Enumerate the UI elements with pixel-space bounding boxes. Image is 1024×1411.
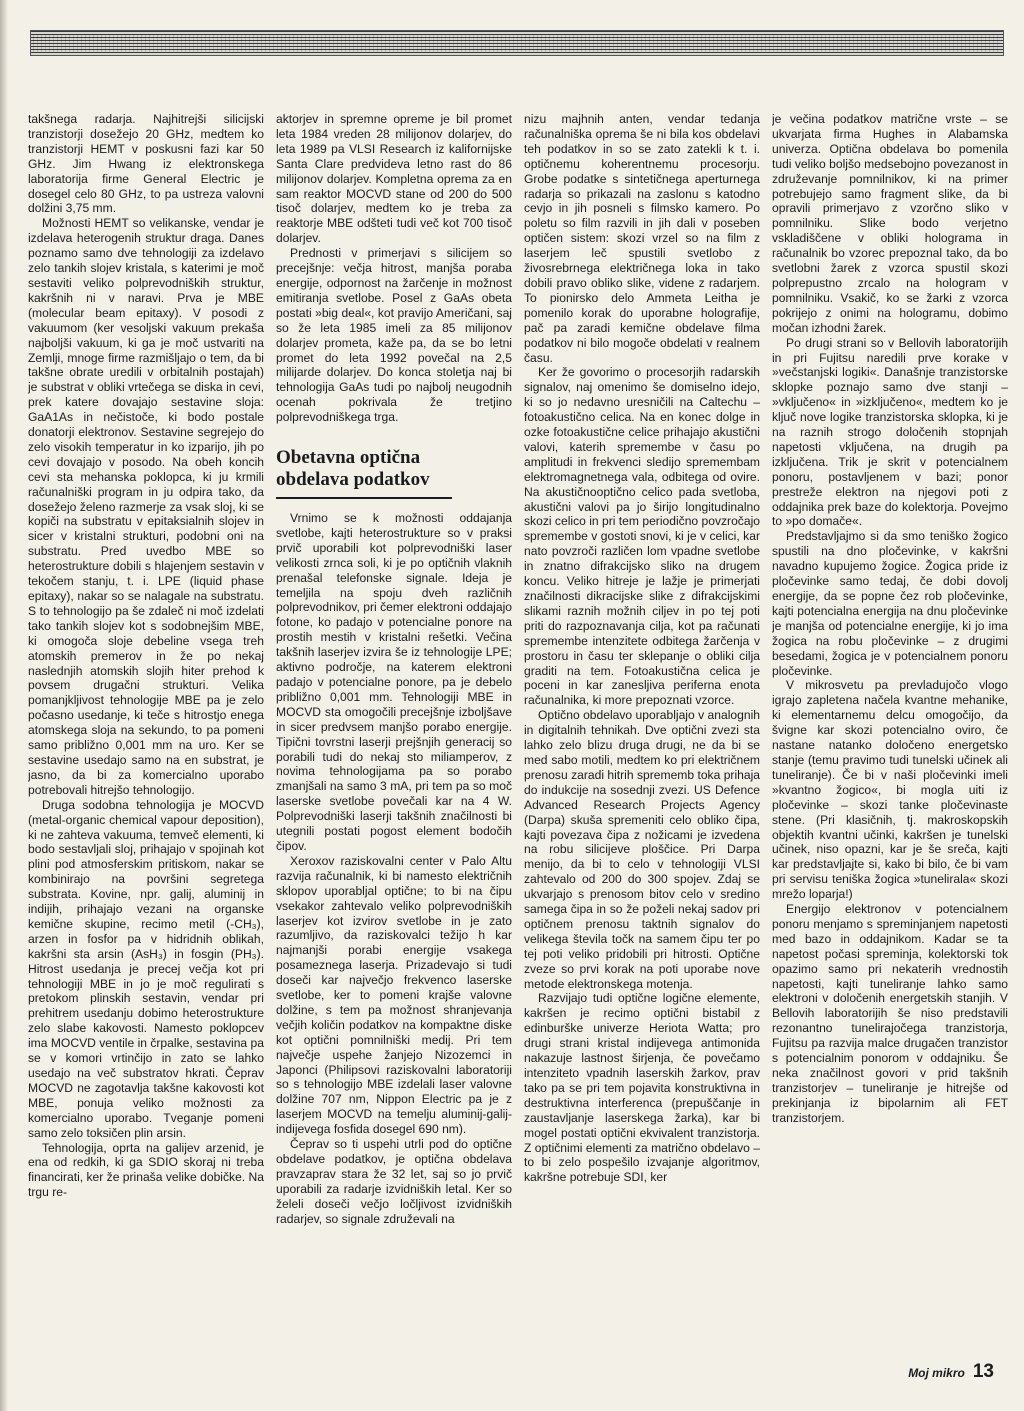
paragraph: Optično obdelavo uporabljajo v analognih in digitalnih tehnikah. Dve optični zvezi sta lahko zelo blizu druga drugi, ne da bi se med sabo motili, medtem ko pri električnem prenosu zaradi hitrih sprememb toka prihaja do indukcije na sosednji zvezi. US Defence Advanced Research Projects Agency (Darpa) skuša spremeniti celo obliko čipa, kajti povezava čipa z nožicami je izvedena na robu silicijeve ploščice. Pri Darpa menijo, da bi to celo v tehnologiji VLSI zahtevalo od 200 do 300 spojev. Zdaj se ukvarjajo s prenosom bitov celo v sredino samega čipa in so že poželi nekaj sadov pri optičnem prenosu taktnih signalov do velikega števila točk na samem čipu ter po tej poti veliko pridobili pri hitrosti. Optične zveze so prvi korak na poti uporabe nove metode elektronskega motenja. bbox=[524, 708, 760, 991]
paragraph: Tehnologija, oprta na galijev arzenid, je ena od redkih, ki ga SDIO skoraj ni treba financirati, ker že prinaša velike dobičke. Na trgu re- bbox=[28, 1140, 264, 1200]
paragraph: V mikrosvetu pa prevladujočo vlogo igrajo zapletena načela kvantne mehanike, ki elementarnemu delcu omogočijo, da švigne kar skozi potencialno oviro, če nastane natanko določeno energetsko stanje (temu pravimo tudi tunelski učinek ali tuneliranje). Če bi v naši pločevinki imeli »kvantno žogico«, bi mogla uiti iz pločevinke – skozi tanke pločevinaste stene. (Pri klasičnih, tj. makroskopskih objektih kvantni učinki, kakršen je tunelski učinek, niso opazni, kar je še sreča, kajti kar predstavljajte si, kako bi bilo, če bi vam pri servisu teniška žogica »tunelirala« skozi mrežo loparja!) bbox=[772, 678, 1008, 902]
page-edge bbox=[0, 0, 8, 1411]
paragraph: Možnosti HEMT so velikanske, vendar je izdelava heterogenih struktur draga. Danes poznamo samo dve tehnologiji za izdelavo zelo tankih slojev kristala, s katerimi je moč sestaviti veliko polprevodniških struktur, kakršnih ni v naravi. Prva je MBE (molecular beam epitaxy). V posodi z vakuumom (ker vesoljski vakuum prekaša najboljši vakuum, ki ga je moč ustvariti na Zemlji, mnoge firme razmišljajo o tem, da bi takšne obrate uredili v orbitalnih postajah) je substrat v obliki vrtečega se diska in cevi, prek katere dovajajo sestavine sloja: GaA1As in nečistoče, ki bodo postale donatorji elektronov. Sestavine segrejejo do zelo visokih temperatur in ko izparijo, jih po cevi dovajajo v posodo. Na obeh koncih cevi sta mehanska poklopca, ki ju krmili računalniški program in ju odpira tako, da dosežejo želeno razmerje za vsak sloj, ki se kopiči na substratu v epitaksialnih slojev in sicer v kristalni strukturi, podobni oni na substratu. Pred uvedbo MBE so heterostrukture dobili s hlajenjem sestavin v tekočem stanju, t. i. LPE (liquid phase epitaxy), nakar so se nalagale na substratu. S to tehnologijo pa še zdaleč ni moč izdelati tako tankih slojev kot s sodobnejšim MBE, ki omogoča sloje debeline vsega treh atomskih premerov in že po nekaj naslednjih atomskih slojih hiter prehod k povsem drugačni strukturi. Velika pomanjkljivost tehnologije MBE pa je zelo počasno usedanje, ki teče s hitrostjo enega atomskega sloja na sekundo, to pa pomeni samo približno 0,001 mm na uro. Ker se sestavine usedajo samo na en substrat, je jasno, da bi za komercialno uporabo potrebovali hitrejšo tehnologijo. bbox=[28, 216, 264, 797]
paragraph: Xeroxov raziskovalni center v Palo Altu razvija računalnik, ki bi namesto električnih sklopov uporabljal optične; to bi na čipu vsekakor zahtevalo veliko polprevodniških laserjev kot izvirov svetlobe in je zato razumljivo, da raziskovalci težijo h kar najmanjši porabi energije vsakega posameznega laserja. Prizadevajo si tudi doseči kar največjo frekvenco laserske svetlobe, ker to pomeni krajše valovne dolžine, s tem pa možnost shranjevanja večjih količin podatkov na kompaktne diske kot optični pomnilniški medij. Pri tem največje uspehe žanjejo Nizozemci in Japonci (Philipsovi raziskovalni laboratoriji so s tehnologijo MBE izdelali laser valovne dolžine 707 nm, Nippon Electric pa je z laserjem MOCVD na temelju aluminij-galij-indijevega fosfida dosegel 690 nm). bbox=[276, 853, 512, 1137]
page-number: 13 bbox=[972, 1361, 994, 1382]
paragraph: Energijo elektronov v potencialnem ponoru menjamo s spreminjanjem napetosti med bazo in oddajnikom. Kadar se ta napetost počasi spreminja, kolektorski tok opazimo samo pri nekaterih vrednostih napetosti, kajti tuneliranje lahko samo elektroni v določenih energetskih stanjih. V Bellovih laboratorijih še niso predstavili rezonantno tunelirajočega tranzistorja, Fujitsu pa razvija malce drugačen tranzistor s potencialnim ponorom v oddajniku. Še neka značilnost govori v prid takšnih tranzistorjev – tuneliranje je hitrejše od prekinjanja iz bipolarnim ali FET tranzistorjem. bbox=[772, 902, 1008, 1125]
page-footer bbox=[908, 1361, 994, 1383]
paragraph: Čeprav so ti uspehi utrli pod do optične obdelave podatkov, je optična obdelava pravzaprav stara že 32 let, saj so jo prvič uporabili za radarje izvidniških letal. Ker so želeli doseči večjo ločljivost izvidniških radarjev, so signale združevali na bbox=[276, 1137, 512, 1226]
section-heading: Obetavna optična obdelava podatkov bbox=[276, 447, 452, 499]
paragraph: aktorjev in spremne opreme je bil promet leta 1984 vreden 28 milijonov dolarjev, do leta 1989 pa VLSI Research iz kalifornijske Santa Clare predvideva letno rast do 86 milijonov dolarjev. Kompletna oprema za en sam reaktor MOCVD stane od 200 do 500 tisoč dolarjev, medtem ko je treba za reaktorje MBE odšteti tudi več kot 700 tisoč dolarjev. bbox=[276, 112, 512, 246]
header-band bbox=[30, 30, 1004, 56]
article-body bbox=[28, 112, 1008, 1352]
paragraph: Prednosti v primerjavi s silicijem so precejšnje: večja hitrost, manjša poraba energije, odpornost na žarčenje in možnost emitiranja svetlobe. Posel z GaAs obeta postati »big deal«, kot pravijo Američani, saj so že leta 1985 imeli za 85 milijonov dolarjev prometa, kaže pa, da se bo letni promet do leta 1992 povečal na 2,5 milijarde dolarjev. Do konca stoletja naj bi tehnologija GaAs tudi po najbolj neugodnih ocenah pokrivala že tretjino polprevodniškega trga. bbox=[276, 246, 512, 425]
column-1 bbox=[28, 112, 264, 1352]
column-3 bbox=[524, 112, 760, 1352]
magazine-name: Moj mikro bbox=[908, 1366, 965, 1380]
paragraph: Predstavljajmo si da smo teniško žogico spustili na dno pločevinke, v kakršni navadno kupujemo žogice. Žogica pride iz pločevinke samo tedaj, če dobi dovolj energije, da se popne čez rob pločevinke, kajti potencialna energija na dnu pločevinke je manjša od potencialne energije, ki jo ima žogica na robu pločevinke – z drugimi besedami, žogica je v potencialnem ponoru pločevinke. bbox=[772, 529, 1008, 678]
paragraph: Razvijajo tudi optične logične elemente, kakršen je recimo optični bistabil z edinburške univerze Heriota Watta; pro drugi strani kristal indijevega antimonida nakazuje lastnost širjenja, če povečamo intenziteto vpadnih laserskih žarkov, prav tako pa se pri tem pojavita konstruktivna in destruktivna interferenca (prepuščanje in zaustavljanje laserskega žarka), kar bi mogel postati optični ekvivalent tranzistorja. Z optičnimi elementi za matrično obdelavo – to bi zelo pospešilo izvajanje algoritmov, kakršne potrebuje SDI, ker bbox=[524, 991, 760, 1185]
paragraph: takšnega radarja. Najhitrejši silicijski tranzistorji dosežejo 20 GHz, medtem ko tranzistorji HEMT v poskusni fazi kar 50 GHz. Jim Hwang iz elektronskega laboratorija firme General Electric je dosegel celo 80 GHz, to pa ustreza valovni dolžini 3,75 mm. bbox=[28, 112, 264, 216]
paragraph: Druga sodobna tehnologija je MOCVD (metal-organic chemical vapour deposition), ki ne zahteva vakuuma, temveč elementi, ki bodo sestavljali sloj, prihajajo v spojinah kot plini pod atmosferskim pritiskom, nakar se kombinirajo na površini segretega substrata. Kovine, npr. galij, aluminij in indijih, prihajajo vezani na organske kemične skupine, recimo metil (-CH₃), arzen in fosfor pa v hidridnih oblikah, kakršni sta arsin (AsH₃) in fosgin (PH₃). Hitrost usedanja je precej večja kot pri tehnologiji MBE in jo je moč regulirati s pretokom plinskih sestavin, vendar pri prehitrem usedanju dobimo heterostrukture zelo slabe kakovosti. Namesto poklopcev ima MOCVD ventile in črpalke, sestavina pa se v komori vrtinčijo in zato se lahko usedajo na več substratov hkrati. Čeprav MOCVD ne zagotavlja takšne kakovosti kot MBE, ponuja veliko možnosti za komercialno uporabo. Tveganje pomeni samo zelo toksičen plin arsin. bbox=[28, 797, 264, 1140]
column-4 bbox=[772, 112, 1008, 1352]
paragraph: Vrnimo se k možnosti oddajanja svetlobe, kajti heterostrukture so v praksi prvič uporabili kot polprevodniški laser velikosti zrnca soli, ki je po optičnih vlaknih prenašal telefonske signale. Ideja je temeljila na spoju dveh različnih polprevodnikov, pri čemer elektroni oddajajo fotone, ko padajo v potencialne ponore na prostih mestih v kristalni rešetki. Večina takšnih laserjev izvira še iz tehnologije LPE; aktivno področje, na katerem elektroni padajo v potencialne ponore, pa je debelo približno 0,001 mm. Tehnologiji MBE in MOCVD sta omogočili precejšnje izboljšave in sicer predvsem manjšo porabo energije. Tipični tovrstni laserji prejšnjih generacij so porabili tudi do nekaj sto miliamperov, z novima tehnologijama pa so porabo zmanjšali na samo 3 mA, pri tem pa so moč laserske svetlobe povečali kar na 4 W. Polprevodniški laserji takšnih značilnosti bi utegnili postati pogost element bodočih čipov. bbox=[276, 511, 512, 853]
column-2 bbox=[276, 112, 512, 1352]
paragraph: Ker že govorimo o procesorjih radarskih signalov, naj omenimo še domiselno idejo, ki so jo nedavno uresničili na Caltechu – fotoakustično celica. Na en konec dolge in ozke fotoakustične celice prihajajo akustični valovi, katerih spremembe v času po amplitudi in frekvenci sledijo spremembam elektromagnetnega vala, odbitega od ovire. Na akustičnooptično celico pada svetloba, akustični valovi pa jo širijo longitudinalno skozi celico in pri tem periodično povzročajo spremembe v gostoti snovi, ki je v celici, kar nato povzroči različen lom vpadne svetlobe in znatno difrakcijsko sliko na drugem koncu. Veliko hitreje je lažje je primerjati značilnosti dikracijske slike z difrakcijskimi slikami raznih možnih ciljev in po tej poti priti do razpoznavanja cilja, kot pa računati spremembe intenzitete odbitega žarčenja v prostoru in času ter sklepanje o obliki cilja graditi na tem. Fotoakustična celica je poceni in kar zanesljiva periferna enota računalnika, ki more prepoznati vzorce. bbox=[524, 365, 760, 708]
paragraph: nizu majhnih anten, vendar tedanja računalniška oprema še ni bila kos obdelavi teh podatkov in so se zato zatekli k t. i. optičnemu koherentnemu procesorju. Grobe podatke s sintetičnega aperturnega radarja so prikazali na zaslonu s katodno cevjo in jih posneli s filmsko kamero. Po poletu so film razvili in jih dali v poseben optičen sistem: skozi vrzel so na film z laserjem leč spustili svetlobo z živosrebrnega električnega loka in tako dobili pravo obliko slike, videne z radarjem. To pionirsko delo Ammeta Leitha je pomenilo korak do uporabne holografije, pač pa zaradi kemične obdelave filma podatkov ni bilo mogoče obdelati v realnem času. bbox=[524, 112, 760, 365]
header-band-texture bbox=[33, 34, 1001, 52]
paragraph: Po drugi strani so v Bellovih laboratorijih in pri Fujitsu naredili prve korake v »večstanjski logiki«. Današnje tranzistorske sklopke poznajo samo dve stanji – »vključeno« in »izključeno«, medtem ko je ključ nove logike tranzistorska sklopka, ki je na raznih strogo določenih stopnjah napetosti vključena, na drugih pa izključena. Trik je skrit v potencialnem ponoru, postavljenem v bazi; ponor prestreže elektron na njegovi poti z oddajnika prek baze do kolektorja. Povejmo to »po domače«. bbox=[772, 335, 1008, 529]
paragraph: je večina podatkov matrične vrste – se ukvarjata firma Hughes in Alabamska univerza. Optična obdelava bo pomenila tudi veliko boljšo medsebojno povezanost in združevanje pomnilnikov, ki na primer potrebujejo samo fragment slike, da bi opravili primerjavo z vzorčno sliko v pomnilniku. Slike bodo verjetno vskladiščene v obliki holograma in računalnik bo vzorec prepoznal tako, da bo svetlobni žarek z vzorca spustil skozi polprepustno zrcalo na hologram v pomnilniku. Vsakič, ko se žarki z vzorca pokrijejo z onimi na hologramu, dobimo močan izhodni žarek. bbox=[772, 112, 1008, 335]
